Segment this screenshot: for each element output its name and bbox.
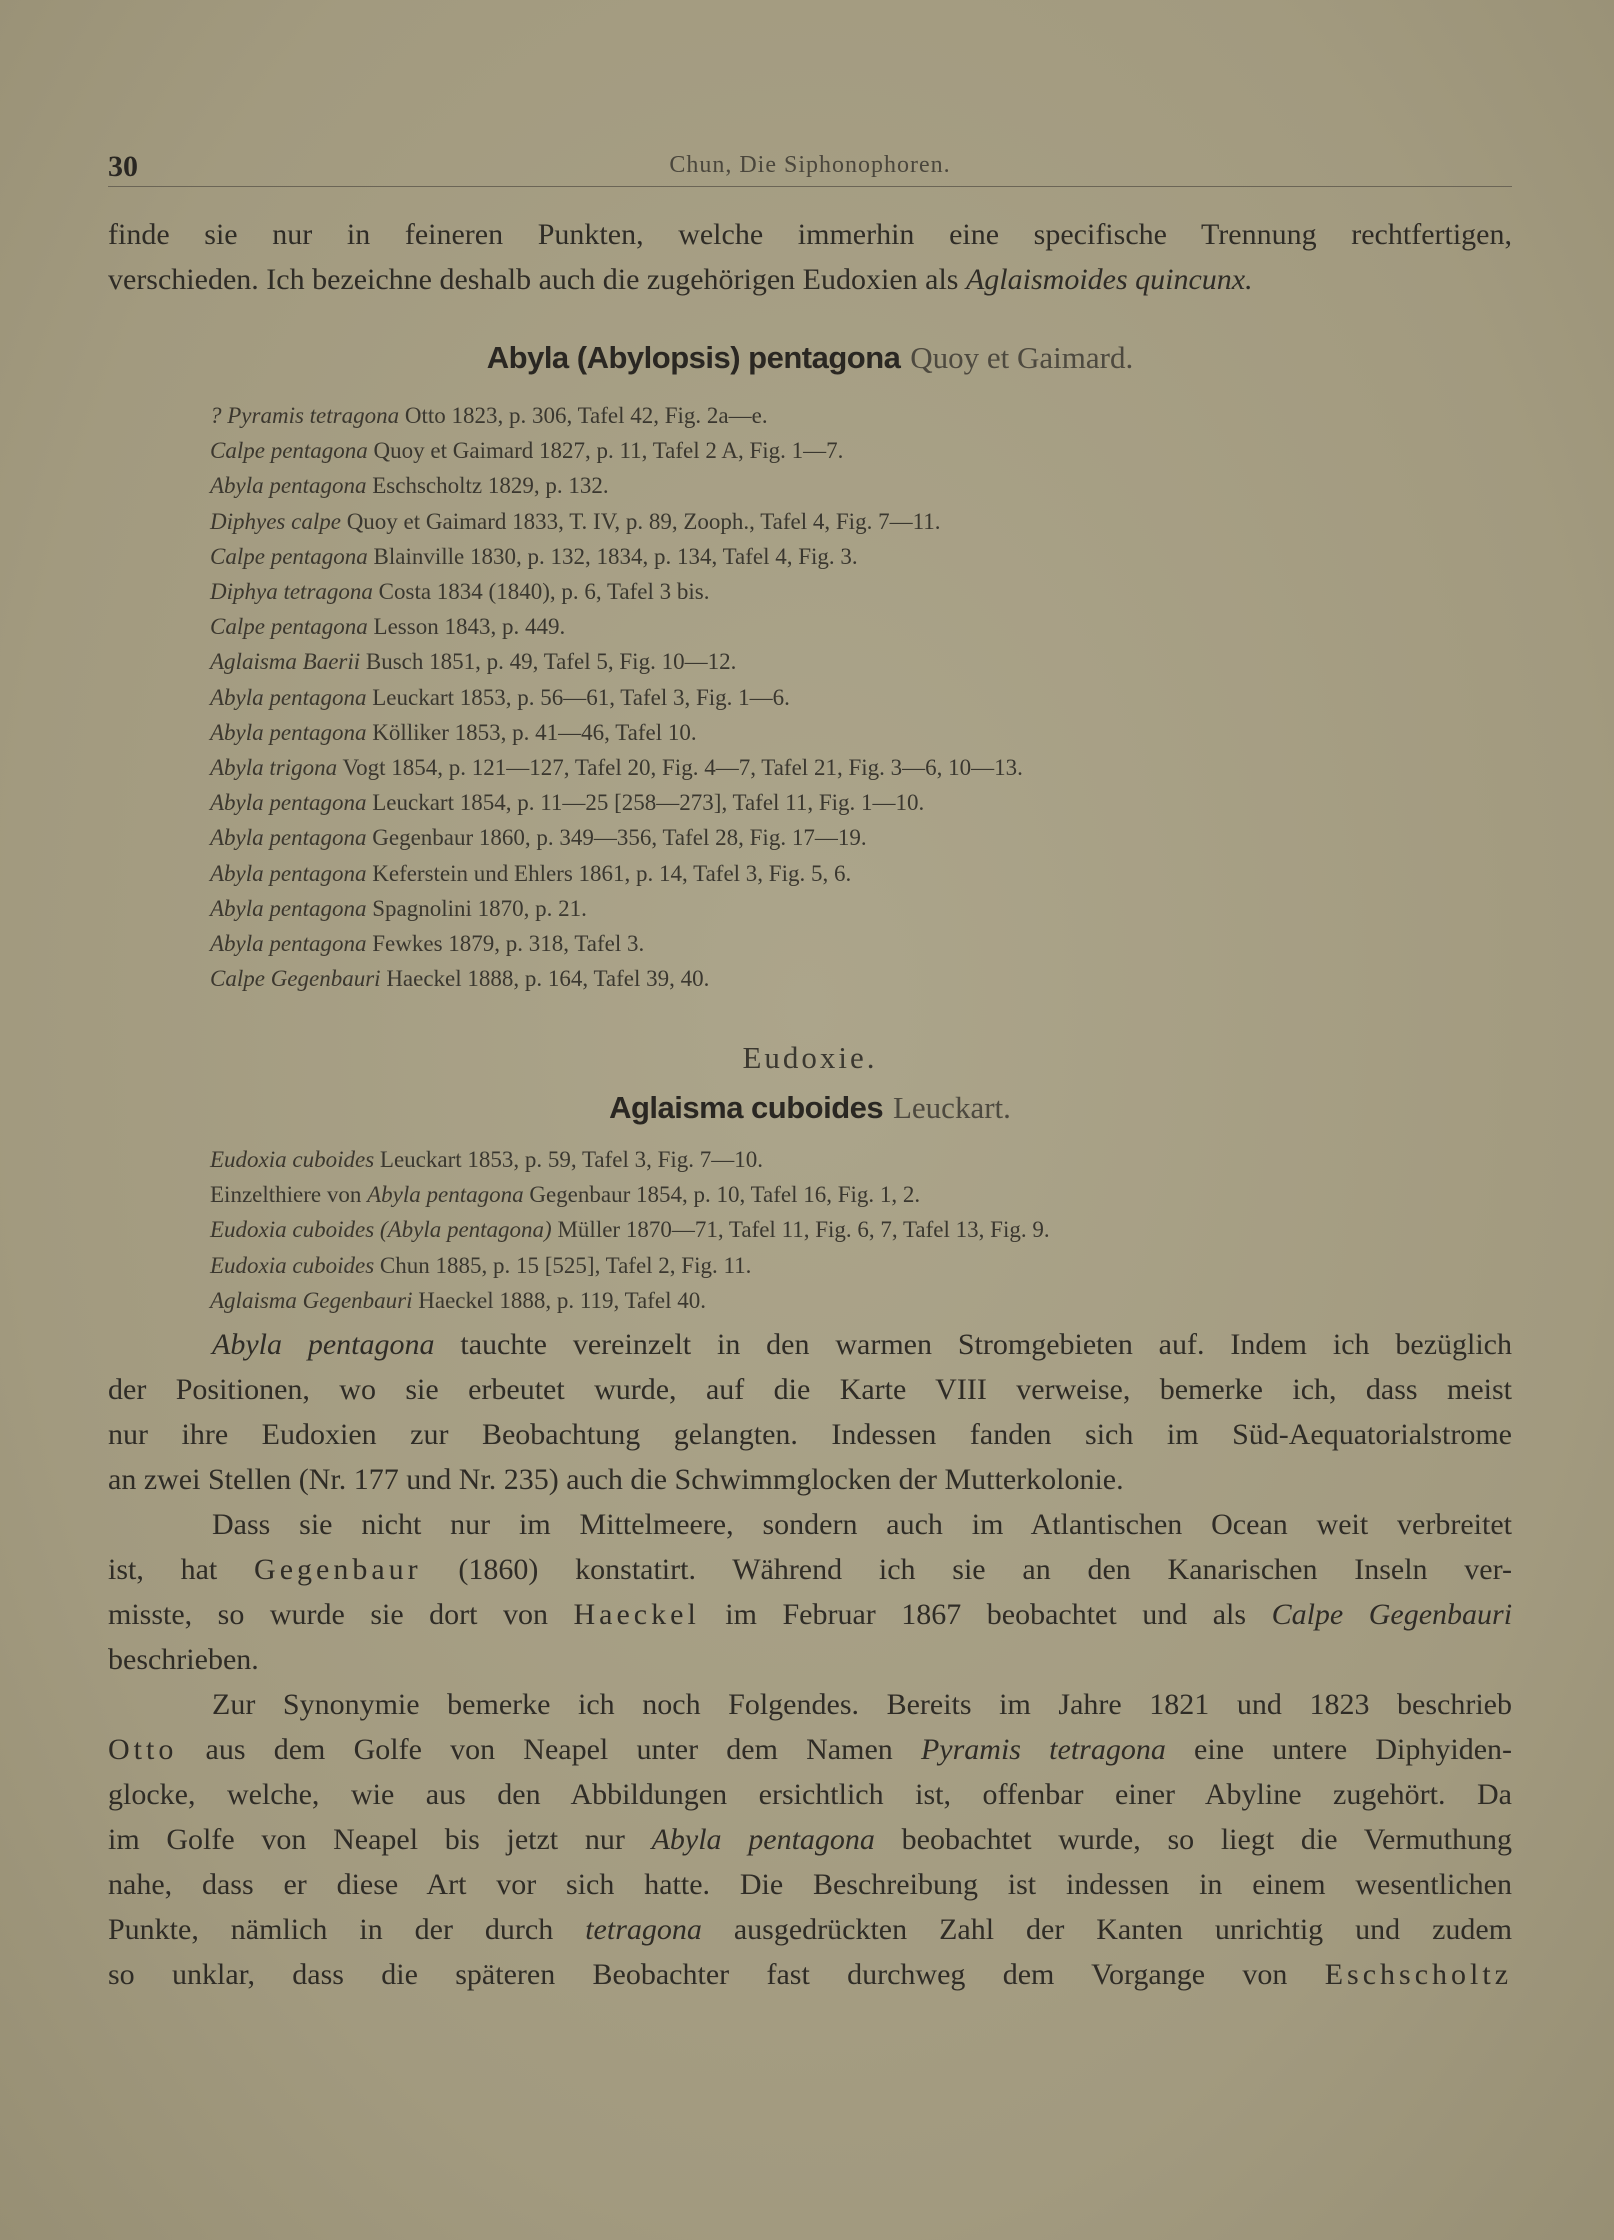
synonym-entry (210, 750, 1410, 785)
synonym-reference: Gegenbaur 1860, p. 349—356, Tafel 28, Fig. 17—19. (372, 825, 867, 851)
synonym-entry (210, 1212, 1410, 1247)
synonym-reference: Costa 1834 (1840), p. 6, Tafel 3 bis. (378, 579, 710, 605)
synonym-name: Abyla trigona (210, 755, 338, 781)
synonym-reference: Eschscholtz 1829, p. 132. (372, 473, 609, 499)
p3-line-4 (108, 1817, 1512, 1862)
p2-line-2-post: (1860) konstatirt. Während ich sie an den Kanarischen Inseln ver- (458, 1553, 1513, 1586)
synonym-reference: Leuckart 1854, p. 11—25 [258—273], Tafel 11, Fig. 1—10. (372, 790, 925, 816)
page-header (108, 146, 1512, 187)
synonym-list-abyla (210, 398, 1410, 996)
synonym-entry (210, 644, 1410, 679)
synonym-entry (210, 785, 1410, 820)
p3-line-1: Zur Synonymie bemerke ich noch Folgendes. Bereits im Jahre 1821 und 1823 beschrieb (212, 1688, 1512, 1721)
p1-line-4: an zwei Stellen (Nr. 177 und Nr. 235) auch die Schwimmglocken der Mutterkolonie. (108, 1463, 1124, 1496)
synonym-name: Abyla pentagona (210, 719, 367, 745)
p3-line-3: glocke, welche, wie aus den Abbildungen ersichtlich ist, offenbar einer Abyline zugehört. Da (108, 1778, 1512, 1811)
synonym-name: Diphya tetragona (210, 579, 373, 605)
synonym-reference: Spagnolini 1870, p. 21. (372, 895, 587, 921)
synonym-name: Diphyes calpe (210, 508, 341, 534)
species-name: tetragona (585, 1913, 702, 1946)
synonym-entry (210, 609, 1410, 644)
synonym-entry (210, 574, 1410, 609)
body-paragraph-2 (108, 1502, 1512, 1682)
synonym-reference: Gegenbaur 1854, p. 10, Tafel 16, Fig. 1, 2. (529, 1182, 921, 1208)
p3-line-6-pre: Punkte, nämlich in der durch (108, 1913, 554, 1946)
synonym-name: Abyla pentagona (210, 860, 367, 886)
p3-line-2 (108, 1727, 1512, 1772)
synonym-name: Eudoxia cuboides (Abyla pentagona) (210, 1217, 552, 1243)
p2-line-4: beschrieben. (108, 1643, 259, 1676)
synonym-name: Abyla pentagona (367, 1182, 524, 1208)
p3-line-5: nahe, dass er diese Art vor sich hatte. Die Beschreibung ist indessen in einem wesentlichen (108, 1868, 1512, 1901)
running-head: Chun, Die Siphonophoren. (669, 152, 951, 178)
p1-line-1-text: tauchte vereinzelt in den warmen Stromgebieten auf. Indem ich bezüglich (460, 1328, 1512, 1361)
synonym-name: Eudoxia cuboides (210, 1252, 375, 1278)
synonym-entry (210, 715, 1410, 750)
intro-line-1: finde sie nur in feineren Punkten, welche immerhin eine specifische Trennung rechtfertigen, (108, 218, 1512, 251)
synonym-entry (210, 820, 1410, 855)
p3-line-7 (108, 1952, 1512, 1997)
synonym-entry (210, 1142, 1410, 1177)
p1-line-3: nur ihre Eudoxien zur Beobachtung gelangten. Indessen fanden sich im Süd-Aequatorialstrome (108, 1418, 1512, 1451)
synonym-entry (210, 1283, 1410, 1318)
synonym-name: Abyla pentagona (210, 825, 367, 851)
synonym-name: Calpe pentagona (210, 543, 368, 569)
synonym-name: Calpe Gegenbauri (210, 966, 381, 992)
author-name: Haeckel (573, 1598, 700, 1631)
synonym-entry (210, 856, 1410, 891)
synonym-entry (210, 433, 1410, 468)
synonym-name: Abyla pentagona (210, 684, 367, 710)
synonym-name: Abyla pentagona (210, 790, 367, 816)
p2-line-3 (108, 1592, 1512, 1637)
synonym-entry (210, 1248, 1410, 1283)
body-paragraph-1 (108, 1322, 1512, 1502)
synonym-name: Abyla pentagona (210, 931, 367, 957)
p1-line-2: der Positionen, wo sie erbeutet wurde, auf die Karte VIII verweise, bemerke ich, dass meist (108, 1373, 1512, 1406)
synonym-reference: Vogt 1854, p. 121—127, Tafel 20, Fig. 4—7, Tafel 21, Fig. 3—6, 10—13. (342, 755, 1023, 781)
synonym-entry (210, 926, 1410, 961)
synonym-reference: Haeckel 1888, p. 119, Tafel 40. (418, 1287, 706, 1313)
author-name: Eschscholtz (1324, 1958, 1513, 1991)
section-title: Aglaisma cuboides (609, 1090, 884, 1125)
intro-line-2 (108, 257, 1512, 302)
synonym-entry (210, 504, 1410, 539)
p3-line-2-mid: aus dem Golfe von Neapel unter dem Namen (205, 1733, 893, 1766)
intro-line-2-text: verschieden. Ich bezeichne deshalb auch die zugehörigen Eudoxien als (108, 263, 959, 296)
synonym-reference: Quoy et Gaimard 1827, p. 11, Tafel 2 A, Fig. 1—7. (373, 438, 844, 464)
p3-line-7-pre: so unklar, dass die späteren Beobachter fast durchweg dem Vorgange von (108, 1958, 1288, 1991)
synonym-reference: Keferstein und Ehlers 1861, p. 14, Tafel 3, Fig. 5, 6. (372, 860, 852, 886)
species-name: Abyla pentagona (212, 1328, 435, 1361)
page-number: 30 (108, 150, 138, 183)
synonym-prefix: Einzelthiere von (210, 1182, 362, 1208)
synonym-entry (210, 680, 1410, 715)
p2-line-2-pre: ist, hat (108, 1553, 218, 1586)
synonym-name: Aglaisma Gegenbauri (210, 1287, 413, 1313)
synonym-reference: Busch 1851, p. 49, Tafel 5, Fig. 10—12. (365, 649, 737, 675)
section-heading-aglaisma (108, 1090, 1512, 1126)
intro-paragraph (108, 212, 1512, 302)
synonym-name: ? Pyramis tetragona (210, 403, 400, 428)
synonym-list-aglaisma (210, 1142, 1410, 1318)
synonym-reference: Leuckart 1853, p. 59, Tafel 3, Fig. 7—10. (379, 1147, 764, 1172)
p2-line-1: Dass sie nicht nur im Mittelmeere, sondern auch im Atlantischen Ocean weit verbreitet (212, 1508, 1512, 1541)
synonym-reference: Haeckel 1888, p. 164, Tafel 39, 40. (386, 966, 710, 992)
synonym-reference: Chun 1885, p. 15 [525], Tafel 2, Fig. 11. (379, 1252, 752, 1278)
p3-line-6 (108, 1907, 1512, 1952)
species-name: Pyramis tetragona (920, 1733, 1166, 1766)
synonym-reference: Müller 1870—71, Tafel 11, Fig. 6, 7, Tafel 13, Fig. 9. (557, 1217, 1050, 1243)
species-name: Abyla pentagona (651, 1823, 875, 1856)
synonym-reference: Quoy et Gaimard 1833, T. IV, p. 89, Zooph., Tafel 4, Fig. 7—11. (346, 508, 941, 534)
synonym-entry (210, 539, 1410, 574)
p2-line-3-post: im Februar 1867 beobachtet und als (725, 1598, 1247, 1631)
p3-line-6-post: ausgedrückten Zahl der Kanten unrichtig und zudem (733, 1913, 1513, 1946)
p2-line-2 (108, 1547, 1512, 1592)
synonym-reference: Lesson 1843, p. 449. (373, 614, 566, 640)
synonym-entry (210, 891, 1410, 926)
synonym-reference: Fewkes 1879, p. 318, Tafel 3. (372, 931, 645, 957)
synonym-reference: Blainville 1830, p. 132, 1834, p. 134, Tafel 4, Fig. 3. (373, 543, 858, 569)
author-name: Otto (108, 1733, 178, 1766)
synonym-name: Abyla pentagona (210, 895, 367, 921)
synonym-name: Calpe pentagona (210, 438, 368, 464)
synonym-entry (210, 398, 1410, 433)
synonym-entry (210, 1177, 1410, 1212)
author-name: Gegenbaur (254, 1553, 422, 1586)
synonym-entry (210, 468, 1410, 503)
p1-line-1 (108, 1322, 1512, 1367)
section-heading-abyla (108, 340, 1512, 376)
synonym-name: Eudoxia cuboides (210, 1147, 375, 1172)
species-name: Calpe Gegenbauri (1271, 1598, 1513, 1631)
synonym-entry (210, 961, 1410, 996)
p2-line-3-pre: misste, so wurde sie dort von (108, 1598, 548, 1631)
intro-species: Aglaismoides quincunx. (965, 263, 1253, 296)
section-author: Leuckart. (892, 1090, 1011, 1125)
p3-line-2-post: eine untere Diphyiden- (1194, 1733, 1513, 1766)
section-author: Quoy et Gaimard. (910, 340, 1134, 375)
subheading-eudoxie: Eudoxie. (742, 1040, 878, 1075)
p3-line-4-post: beobachtet wurde, so liegt die Vermuthung (901, 1823, 1513, 1856)
synonym-reference: Otto 1823, p. 306, Tafel 42, Fig. 2a—e. (404, 403, 768, 428)
body-paragraph-3 (108, 1682, 1512, 1997)
synonym-name: Aglaisma Baerii (210, 649, 361, 675)
synonym-name: Abyla pentagona (210, 473, 367, 499)
section-title: Abyla (Abylopsis) pentagona (486, 340, 901, 375)
synonym-reference: Leuckart 1853, p. 56—61, Tafel 3, Fig. 1—6. (372, 684, 790, 710)
synonym-name: Calpe pentagona (210, 614, 368, 640)
p3-line-4-pre: im Golfe von Neapel bis jetzt nur (108, 1823, 625, 1856)
synonym-reference: Kölliker 1853, p. 41—46, Tafel 10. (372, 719, 697, 745)
